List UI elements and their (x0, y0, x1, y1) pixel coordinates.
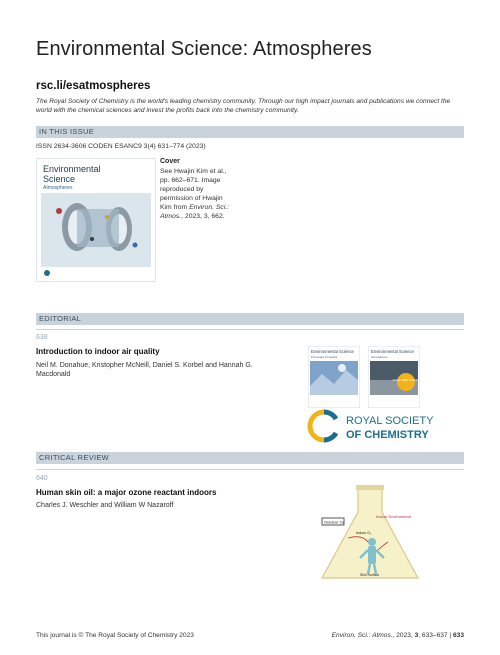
cover-mini-title-1: Environmental (43, 164, 101, 174)
cover-label: Cover (160, 158, 180, 165)
flask-graphic[interactable] (318, 484, 422, 584)
article-title[interactable]: Human skin oil: a major ozone reactant indoors (36, 488, 217, 497)
rsc-logo-line1: ROYAL SOCIETY (346, 415, 434, 427)
tagline: The Royal Society of Chemistry is the world's leading chemistry community. Through our high impact journals and publications we connect the world with the chemical sciences and invest the profits back into the chemistry community. (36, 98, 451, 114)
rsc-logo-line2: OF CHEMISTRY (346, 429, 429, 441)
journal-url[interactable]: rsc.li/esatmospheres (36, 80, 151, 92)
thumb2-title: Environmental Science (371, 349, 414, 354)
footer-citation: Environ. Sci.: Atmos., 2023, 3, 633–637 | 633 (331, 632, 464, 639)
gold-open-access-badge: GOLD OPEN ACCESS (392, 379, 420, 382)
section-bar-in-this-issue (36, 126, 464, 138)
article-page-number: 638 (36, 334, 48, 341)
cover-caption: See Hwajin Kim et al., pp. 662–671. Image reproduced by permission of Hwajin Kim from Environ. Sci.: Atmos., 2023, 3, 662. (160, 168, 230, 220)
divider (36, 469, 464, 470)
thumb2-subtitle: Atmospheres (371, 355, 388, 359)
thumbnail-cover-processes[interactable] (308, 346, 360, 408)
cover-citation: Environ. Sci.: Atmos. (160, 204, 230, 220)
section-heading: CRITICAL REVIEW (39, 453, 110, 462)
footer-copyright: This journal is © The Royal Society of Chemistry 2023 (36, 632, 194, 639)
article-authors: Neil M. Donahue, Kristopher McNeill, Daniel S. Korbel and Hannah G. Macdonald (36, 362, 253, 379)
rsc-logo (306, 408, 466, 444)
cover-mini-title-2: Science (43, 174, 76, 184)
section-heading: IN THIS ISSUE (39, 127, 95, 136)
section-bar-critical-review (36, 452, 464, 464)
cover-illustration (37, 159, 155, 281)
journal-title: Environmental Science: Atmospheres (36, 38, 372, 60)
fig-indoor-label: Indoor Environment (376, 514, 411, 519)
article-title[interactable]: Introduction to indoor air quality (36, 347, 160, 356)
section-heading: EDITORIAL (39, 314, 82, 323)
thumb1-subtitle: Processes & Impacts (311, 355, 338, 359)
fig-skin-label: Skin Surface (360, 573, 380, 577)
footer-page-number: 633 (452, 632, 464, 639)
cover-mini-subtitle: Atmospheres (43, 185, 73, 191)
section-bar-editorial (36, 313, 464, 325)
cover-image[interactable] (36, 158, 156, 282)
thumbnail-cover-atmospheres[interactable] (368, 346, 420, 408)
divider (36, 329, 464, 330)
article-page-number: 640 (36, 475, 48, 482)
thumb1-title: Environmental Science (311, 349, 354, 354)
gold-open-access-badge-icon (397, 373, 415, 391)
fig-indoor-o3-label: Indoor O₃ (356, 531, 372, 535)
article-authors: Charles J. Weschler and William W Nazaroff (36, 502, 174, 509)
fig-outdoor-label: Outdoor O₃ (324, 519, 345, 525)
issn-line: ISSN 2634-3606 CODEN ESANC9 3(4) 631–774 (2023) (36, 143, 206, 150)
